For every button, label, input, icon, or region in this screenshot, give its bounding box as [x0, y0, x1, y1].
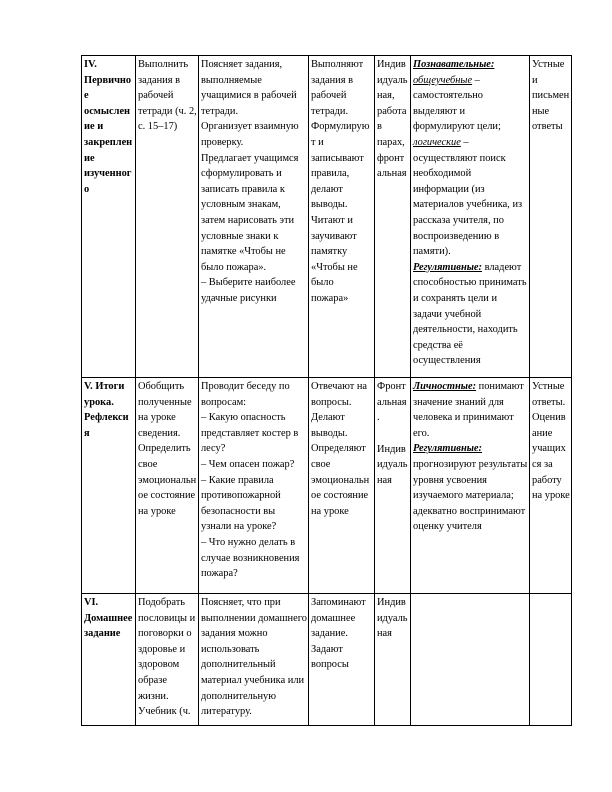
control-cell — [530, 378, 572, 594]
uud-text: – осуществляют поиск необходимой информации (из материалов учебника, из рассказа учителя, по воспроизведению в памяти). — [413, 136, 523, 258]
uud-text: – самостоятельно выделяют и формулируют цели; — [413, 74, 501, 133]
table-row — [82, 56, 572, 378]
uud-text: понимают значение знаний для человека и принимают его. — [413, 381, 524, 439]
control-text: Устные ответы. Оценивание учащихся за работу на уроке — [532, 381, 570, 502]
uud-item — [413, 57, 528, 135]
uud-item — [413, 135, 528, 260]
uud-cell — [411, 378, 530, 594]
uud-sub: общеучебные — [413, 74, 473, 86]
students-line: Запоминают домашнее задание. Задают вопросы — [311, 597, 366, 671]
uud-item — [413, 260, 528, 369]
uud-head: Регулятивные: — [413, 261, 482, 273]
teacher-line: Проводит беседу по вопросам: — [201, 381, 290, 408]
uud-cell — [411, 594, 530, 726]
students-line: Формулируют и записывают правила, делают выводы. Читают и заучивают памятку «Чтобы не было пожара» — [311, 121, 370, 304]
goals-cell — [136, 594, 199, 726]
students-line: Отвечают на вопросы. Делают выводы. Определяют свое эмоциональное состояние на уроке — [311, 381, 370, 517]
students-line: Выполняют задания в рабочей тетради. — [311, 59, 364, 117]
stage-title: V. Итоги урока. Рефлексия — [84, 381, 129, 439]
students-cell — [309, 56, 375, 378]
teacher-cell — [199, 594, 309, 726]
goals-text: Выполнить задания в рабочей тетради (ч. 2, с. 15–17) — [138, 59, 197, 133]
teacher-line: – Выберите наиболее удачные рисунки — [201, 277, 296, 304]
goals-cell — [136, 378, 199, 594]
table-row — [82, 594, 572, 726]
uud-text: прогнозируют результаты уровня усвоения изучаемого материала; адекватно воспринимают оценку учителя — [413, 458, 528, 533]
teacher-line: – Какие правила противопожарной безопасности вы узнали на уроке? — [201, 474, 281, 533]
goals-text: Подобрать пословицы и поговорки о здоровье и здоровом образе жизни. Учебник (ч. — [138, 597, 196, 718]
uud-item — [413, 379, 528, 441]
stage-cell — [82, 56, 136, 378]
uud-sub: логические — [413, 136, 461, 148]
forms-cell — [375, 56, 411, 378]
forms-line: Фронтальная. — [377, 381, 407, 424]
forms-line: Индивидуальная — [377, 597, 408, 640]
forms-line: Индивидуальная, работа в парах, фронтальная — [377, 59, 408, 180]
students-cell — [309, 378, 375, 594]
uud-item — [413, 441, 528, 535]
stage-title: IV. Первичное осмысление и закрепление изученного — [84, 59, 133, 195]
stage-cell — [82, 594, 136, 726]
goals-cell — [136, 56, 199, 378]
teacher-line: Предлагает учащимся сформулировать и записать правила к условным знакам, затем нарисовать эти условные знаки к памятке «Чтобы не было пожара». — [201, 152, 299, 273]
teacher-line: – Чем опасен пожар? — [201, 458, 295, 470]
teacher-line: – Какую опасность представляет костер в лесу? — [201, 412, 299, 455]
control-text: Устные и письменные ответы — [532, 59, 570, 133]
uud-text: владеют способностью принимать и сохранять цели и задачи учебной деятельности, находить средства её осуществления — [413, 261, 527, 367]
uud-head: Личностные: — [413, 381, 477, 392]
teacher-line: – Что нужно делать в случае возникновения пожара? — [201, 536, 300, 580]
forms-cell — [375, 594, 411, 726]
students-cell — [309, 594, 375, 726]
lesson-plan-table — [81, 55, 572, 726]
control-cell — [530, 56, 572, 378]
goals-text: Обобщить полученные на уроке сведения. Определить свое эмоциональное состояние на уроке — [138, 381, 197, 517]
uud-head: Познавательные: — [413, 59, 495, 70]
forms-line: Индивидуальная — [377, 443, 408, 486]
stage-title: VI. Домашнее задание — [84, 597, 133, 640]
uud-head: Регулятивные: — [413, 443, 482, 455]
uud-cell — [411, 56, 530, 378]
stage-cell — [82, 378, 136, 594]
control-cell — [530, 594, 572, 726]
teacher-line: Поясняет, что при выполнении домашнего задания можно использовать дополнительный материал учебника или дополнительную литературу. — [201, 597, 307, 718]
teacher-cell — [199, 378, 309, 594]
table-row — [82, 378, 572, 594]
teacher-cell — [199, 56, 309, 378]
teacher-line: Поясняет задания, выполняемые учащимися в рабочей тетради. — [201, 59, 297, 117]
forms-cell — [375, 378, 411, 594]
teacher-line: Организует взаимную проверку. — [201, 121, 299, 148]
